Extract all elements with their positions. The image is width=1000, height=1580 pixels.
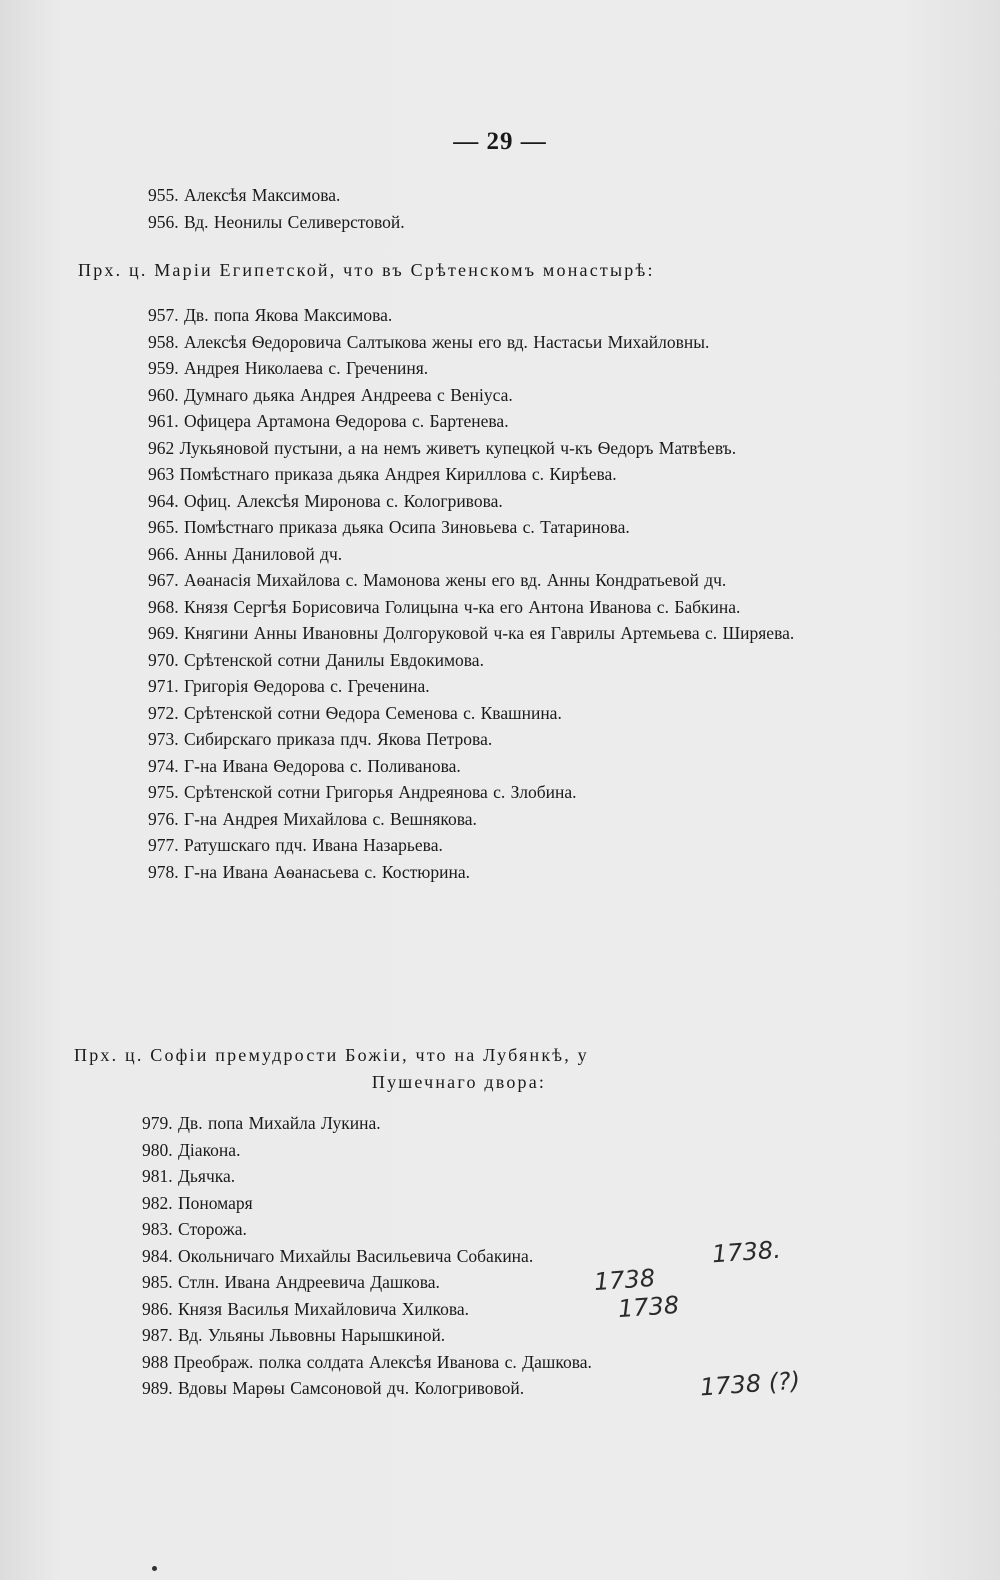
page-number: — 29 — [453, 128, 547, 155]
list-item: 989. Вдовы Марѳы Самсоновой дч. Кологривовой. [142, 1378, 525, 1398]
list-item: 958. Алексѣя Ѳедоровича Салтыкова жены его вд. Настасьи Михайловны. [148, 331, 710, 352]
list-item: 970. Срѣтенской сотни Данилы Евдокимова. [148, 649, 484, 670]
list-item: 986. Князя Василья Михайловича Хилкова. [142, 1298, 470, 1319]
list-item: 979. Дв. попа Михайла Лукина. [142, 1113, 381, 1133]
list-item: 956. Вд. Неонилы Селиверстовой. [148, 211, 405, 232]
handwritten-note: 1738 (?) [699, 1366, 802, 1402]
list-item: 957. Дв. попа Якова Максимова. [148, 305, 393, 325]
ink-speck [152, 1566, 157, 1571]
list-item: 965. Помѣстнаго приказа дьяка Осипа Зиновьева с. Татаринова. [148, 517, 630, 537]
list-item: 968. Князя Сергѣя Борисовича Голицына ч-ка его Антона Иванова с. Бабкина. [148, 596, 741, 617]
list-item: 969. Княгини Анны Ивановны Долгоруковой ч-ка ея Гаврилы Артемьева с. Ширяева. [148, 623, 795, 643]
list-item: 982. Пономаря [142, 1192, 253, 1213]
list-item: 988 Преображ. полка солдата Алексѣя Иванова с. Дашкова. [142, 1351, 592, 1372]
list-item: 959. Андрея Николаева с. Гречениня. [148, 358, 429, 378]
section-heading-block-3 [74, 1042, 844, 1096]
handwritten-note: 1738. [711, 1235, 782, 1269]
list-item: 967. Аѳанасія Михайлова с. Мамонова жены его вд. Анны Кондратьевой дч. [148, 570, 727, 590]
list-item: 987. Вд. Ульяны Львовны Нарышкиной. [142, 1325, 446, 1345]
list-item: 966. Анны Даниловой дч. [148, 543, 343, 564]
list-item: 977. Ратушскаго пдч. Ивана Назарьева. [148, 835, 443, 855]
entries-block-2 [80, 302, 840, 885]
list-item: 980. Діакона. [142, 1139, 241, 1160]
section-heading: Прх. ц. Софіи премудрости Божіи, что на Лубянкѣ, у [74, 1045, 589, 1065]
list-item: 971. Григорія Ѳедорова с. Греченина. [148, 676, 430, 696]
list-item: 978. Г-на Ивана Аѳанасьева с. Костюрина. [148, 861, 470, 882]
list-item: 983. Сторожа. [142, 1219, 247, 1239]
section-heading-continued: Пушечнаго двора: [371, 1072, 547, 1092]
list-item: 955. Алексѣя Максимова. [148, 185, 341, 205]
handwritten-note: 1738 [593, 1263, 656, 1297]
entries-block-1 [80, 182, 840, 235]
section-heading: Прх. ц. Маріи Египетской, что въ Срѣтенскомъ монастырѣ: [78, 260, 655, 280]
list-item: 960. Думнаго дьяка Андрея Андреева с Веніуса. [148, 384, 513, 405]
list-item: 961. Офицера Артамона Ѳедорова с. Бартенева. [148, 411, 509, 431]
list-item: 972. Срѣтенской сотни Ѳедора Семенова с. Квашнина. [148, 702, 562, 723]
list-item: 984. Окольничаго Михайлы Васильевича Собакина. [142, 1245, 534, 1266]
list-item: 964. Офиц. Алексѣя Миронова с. Кологривова. [148, 490, 503, 511]
list-item: 963 Помѣстнаго приказа дьяка Андрея Кириллова с. Кирѣева. [148, 464, 617, 484]
list-item: 981. Дьячка. [142, 1166, 236, 1186]
list-item: 985. Стлн. Ивана Андреевича Дашкова. [142, 1272, 440, 1292]
list-item: 976. Г-на Андрея Михайлова с. Вешнякова. [148, 808, 477, 829]
list-item: 975. Срѣтенской сотни Григорья Андреянова с. Злобина. [148, 782, 577, 802]
list-item: 973. Сибирскаго приказа пдч. Якова Петрова. [148, 729, 493, 749]
list-item: 974. Г-на Ивана Ѳедорова с. Поливанова. [148, 755, 461, 776]
list-item: 962 Лукьяновой пустыни, а на немъ живетъ купецкой ч-къ Ѳедоръ Матвѣевъ. [148, 437, 737, 458]
handwritten-note: 1738 [617, 1290, 680, 1324]
section-heading-block-2 [78, 257, 848, 284]
